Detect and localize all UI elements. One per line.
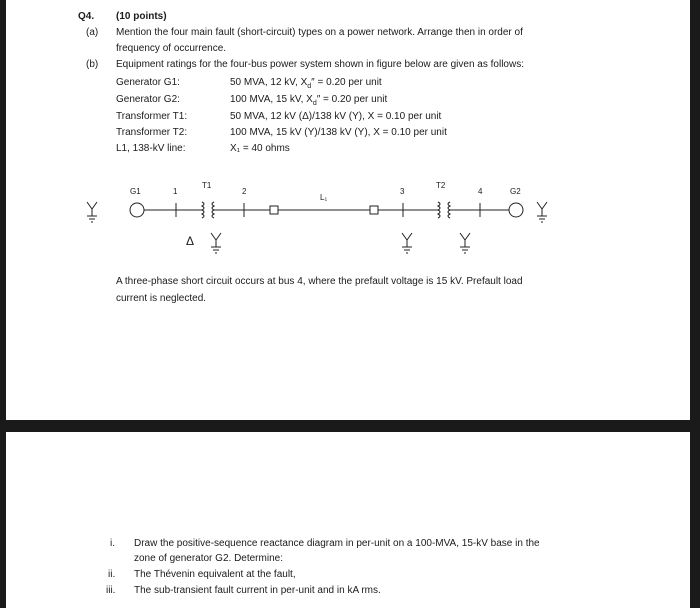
page-one <box>6 0 690 420</box>
task-text-i-line1: Draw the positive-sequence reactance diagram in per-unit on a 100-MVA, 15-kV base in the <box>134 538 540 549</box>
task-number-ii: ii. <box>108 569 116 580</box>
label-t1: T1 <box>202 181 212 190</box>
label-bus4: 4 <box>478 187 483 196</box>
question-points: (10 points) <box>116 11 167 22</box>
rating-name-t1: Transformer T1: <box>116 111 188 122</box>
rating-name-l1: L1, 138-kV line: <box>116 143 186 154</box>
label-bus2: 2 <box>242 187 247 196</box>
t1-delta-symbol: Δ <box>186 234 195 248</box>
part-a-text-line2: frequency of occurrence. <box>116 43 227 54</box>
label-bus3: 3 <box>400 187 405 196</box>
rating-value-l1: X₁ = 40 ohms <box>230 143 290 154</box>
label-g1: G1 <box>130 187 141 196</box>
part-b-text-line1: Equipment ratings for the four-bus power system shown in figure below are given as follows: <box>116 59 524 70</box>
label-line-l1: L₁ <box>320 193 328 202</box>
task-text-ii: The Thévenin equivalent at the fault, <box>134 569 296 580</box>
t2-transformer-icon <box>438 202 450 218</box>
breaker-right-icon <box>370 206 378 214</box>
g2-generator-icon <box>509 203 523 217</box>
t1-transformer-icon <box>202 202 214 218</box>
rating-value-g2: 100 MVA, 15 kV, $X_d'' = 0.20$ per unit <box>230 94 388 107</box>
page-two <box>6 432 690 608</box>
label-g2: G2 <box>510 187 521 196</box>
g1-generator-icon <box>130 203 144 217</box>
fault-description-line1: A three-phase short circuit occurs at bus 4, where the prefault voltage is 15 kV. Prefault load <box>116 276 523 287</box>
rating-value-t2: 100 MVA, 15 kV (Y)/138 kV (Y), X = 0.10 per unit <box>230 127 447 138</box>
t2-secondary-grounded-wye-icon <box>460 233 470 253</box>
task-text-iii: The sub-transient fault current in per-unit and in kA rms. <box>134 585 381 596</box>
rating-name-g2: Generator G2: <box>116 94 180 105</box>
one-line-diagram <box>6 0 690 270</box>
task-number-iii: iii. <box>106 585 116 596</box>
rating-name-g1: Generator G1: <box>116 77 180 88</box>
task-text-i-line2: zone of generator G2. Determine: <box>134 553 283 564</box>
part-a-text-line1: Mention the four main fault (short-circuit) types on a power network. Arrange then in order of <box>116 27 523 38</box>
task-number-i: i. <box>110 538 115 549</box>
g2-grounded-wye-icon <box>537 202 547 222</box>
fault-description-line2: current is neglected. <box>116 293 207 304</box>
label-bus1: 1 <box>173 187 178 196</box>
label-t2: T2 <box>436 181 446 190</box>
rating-name-t2: Transformer T2: <box>116 127 188 138</box>
part-a-label: (a) <box>86 27 99 38</box>
rating-value-t1: 50 MVA, 12 kV (Δ)/138 kV (Y), X = 0.10 per unit <box>230 111 442 122</box>
t2-primary-grounded-wye-icon <box>402 233 412 253</box>
g1-grounded-wye-icon <box>87 202 97 222</box>
part-b-label: (b) <box>86 59 99 70</box>
question-number: Q4. <box>78 11 95 22</box>
rating-value-g1: 50 MVA, 12 kV, $X_d'' = 0.20$ per unit <box>230 77 382 90</box>
t1-grounded-wye-icon <box>211 233 221 253</box>
breaker-left-icon <box>270 206 278 214</box>
